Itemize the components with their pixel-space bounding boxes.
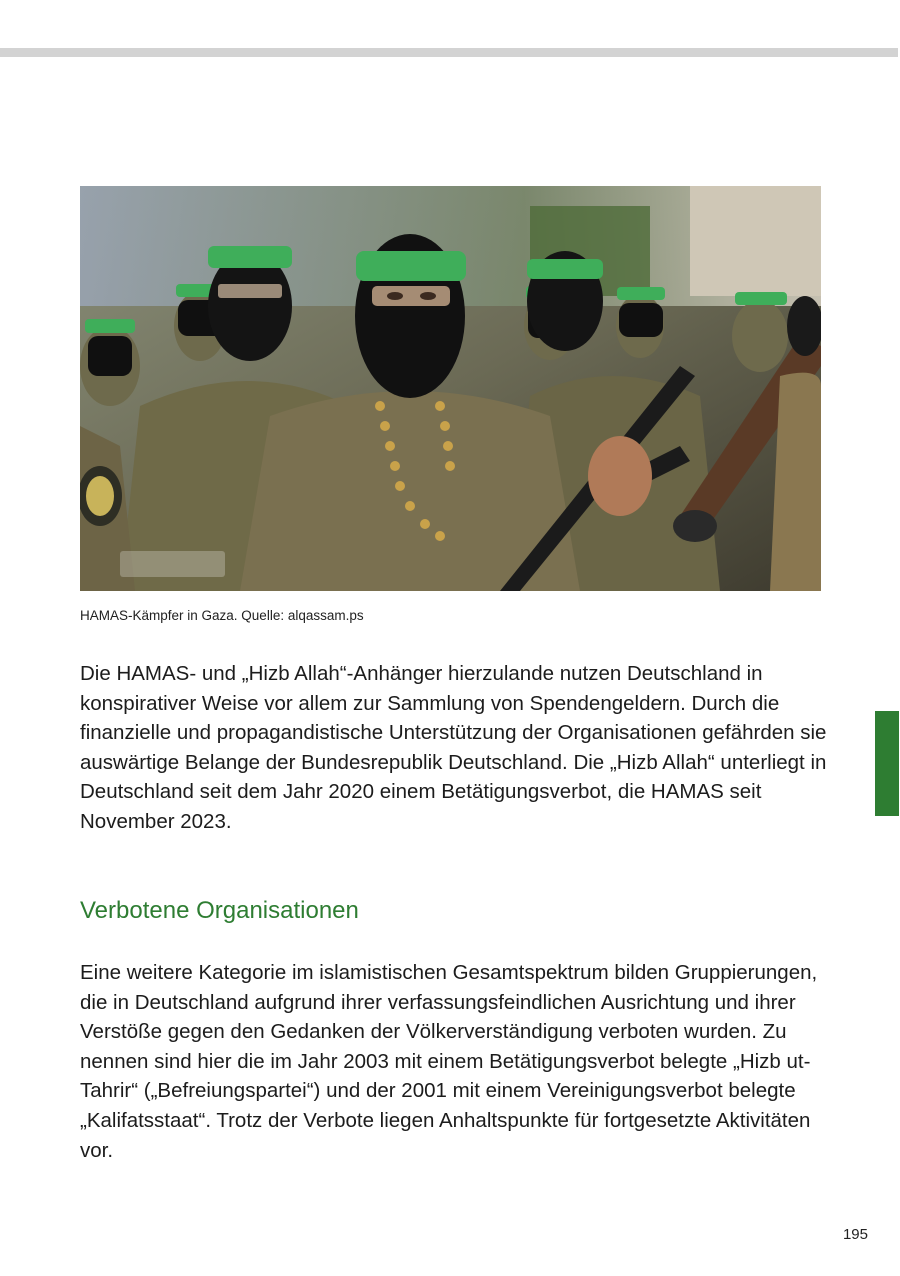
- top-rule: [0, 48, 898, 57]
- photo-fighters: [80, 186, 821, 591]
- photo-illustration: [80, 186, 821, 591]
- body-paragraph-1: Die HAMAS- und „Hizb Allah“-Anhänger hierzulande nutzen Deutschland in konspirativer Weise vor allem zur Sammlung von Spendengeldern. Durch die finanzielle und propagandistische Unterstützung der Organisationen gefährden sie auswärtige Belange der Bundesrepublik Deutschland. Die „Hizb Allah“ unterliegt in Deutschland seit dem Jahr 2020 einem Betätigungsverbot, die HAMAS seit November 2023.: [80, 662, 827, 833]
- chapter-tab-marker: [875, 711, 899, 816]
- photo-caption: HAMAS-Kämpfer in Gaza. Quelle: alqassam.ps: [80, 608, 364, 623]
- page-number: 195: [842, 1226, 868, 1243]
- section-heading: Verbotene Organisationen: [80, 897, 359, 924]
- body-paragraph-2: Eine weitere Kategorie im islamistischen Gesamtspektrum bilden Gruppierungen, die in Deutschland aufgrund ihrer verfassungsfeindlichen Ausrichtung und ihrer Verstöße gegen den Gedanken der Völkerverständigung verboten wurden. Zu nennen sind hier die im Jahr 2003 mit einem Betätigungsverbot belegte „Hizb ut-Tahrir“ („Befreiungspartei“) und der 2001 mit einem Vereinigungsverbot belegte „Kalifatsstaat“. Trotz der Verbote liegen Anhaltspunkte für fortgesetzte Aktivitäten vor.: [80, 961, 818, 1162]
